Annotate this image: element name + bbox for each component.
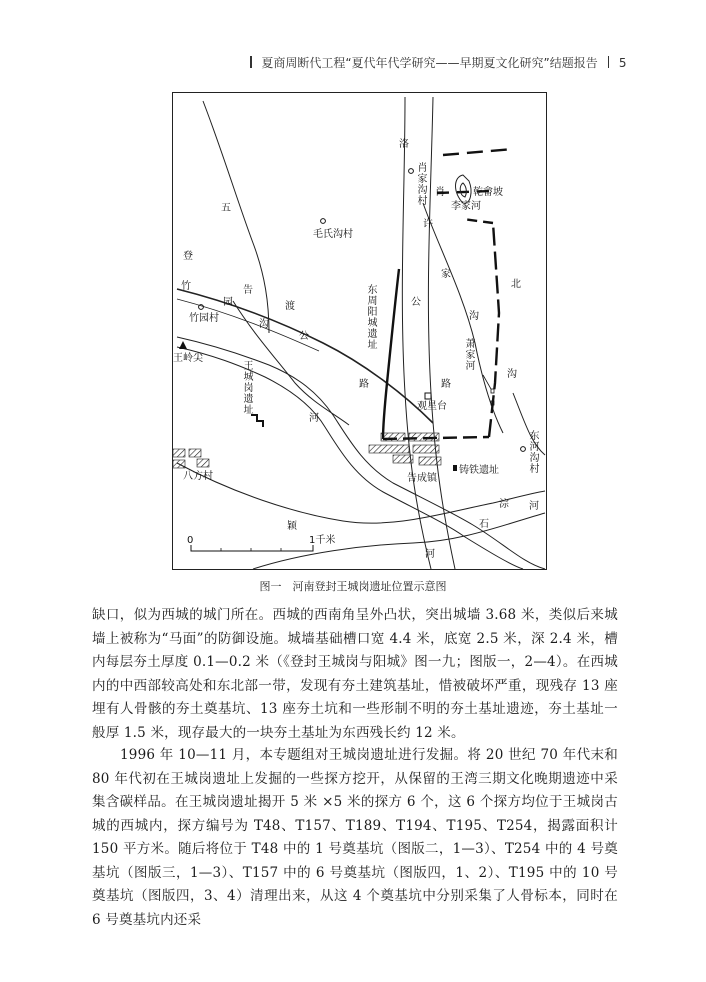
wudu-river — [177, 337, 545, 569]
running-header — [250, 54, 670, 70]
maoshigou-village-dot — [321, 219, 326, 224]
label-dongzhou-yangcheng: 东周阳城遗址 — [367, 285, 378, 351]
label-gao: 告 — [243, 285, 253, 296]
label-scale-km: 1千米 — [309, 535, 336, 546]
header-divider-right — [608, 56, 610, 68]
label-gong-2: 公 — [411, 297, 421, 308]
yangcheng-wall-north — [463, 219, 493, 223]
wudu-river-bank — [177, 347, 523, 569]
xiaojiahe-marker-1 — [491, 389, 494, 393]
label-zhuyuan-village: 竹园村 — [189, 313, 219, 324]
label-gou-3: 沟 — [507, 369, 517, 380]
label-bafang-village: 八方村 — [183, 471, 213, 482]
label-zhu: 竹 — [181, 281, 191, 292]
map-drawing — [173, 93, 546, 569]
donghegou-village-dot — [521, 447, 526, 452]
label-donghegou-village: 东河沟村 — [529, 431, 540, 475]
label-gaocheng-town: 告成镇 — [407, 473, 437, 484]
body-paragraph-2: 1996 年 10—11 月，本专题组对王城岗遗址进行发掘。将 20 世纪 70 年代末和 80 年代初在王城岗遗址上发掘的一些探方挖开，从保留的王湾三期文化晚期遗迹中采集含碳样品。在王城岗遗址揭开 5 米 ×5 米的探方 6 个，这 6 个探方均位于王城岗古城的西城内，探方编号为 T48、T157、T189、T194、T195、T254，揭露面积计 150 平方米。随后将位于 T48 中的 1 号奠基坑（图版二，1—3）、T254 中的 4 号奠基坑（图版三，1—3）、T157 中的 6 号奠基坑（图版四，1、2）、T195 中的 10 号奠基坑（图版四，3、4）清理出来，从这 4 个奠基坑中分别采集了人骨标本，同时在 6 号奠基坑内还采 — [92, 747, 618, 928]
label-jia: 家 — [441, 269, 451, 280]
label-xiaojiagou-village: 肖家沟村 — [417, 163, 428, 207]
label-cong: 淙 — [499, 499, 509, 510]
label-he-1: 河 — [309, 413, 319, 424]
label-gong-1: 公 — [299, 331, 309, 342]
yangcheng-wall-west — [383, 269, 399, 439]
bafang-village-blocks — [173, 449, 209, 468]
label-xiao: 肖 — [435, 187, 445, 198]
zhutie-site-marker — [453, 465, 457, 471]
qiansheipo-contour — [456, 175, 472, 203]
label-ying: 颖 — [287, 521, 297, 532]
scale-bar — [191, 545, 313, 551]
label-zhutie-site: 铸铁遗址 — [459, 465, 499, 476]
label-lu-1: 路 — [359, 379, 369, 390]
label-he-3: 河 — [425, 549, 435, 560]
label-xiaojiahe: 萧家河 — [465, 339, 476, 372]
label-maoshigou-village: 毛氏沟村 — [313, 229, 353, 240]
label-luo: 洛 — [399, 139, 409, 150]
wangchenggang-wall — [251, 415, 263, 427]
xiaojiagou-village-dot — [409, 169, 414, 174]
label-scale-zero: 0 — [187, 535, 194, 546]
label-guanxingtai: 观星台 — [417, 401, 447, 412]
header-divider-left — [250, 56, 252, 68]
north-wall-dash — [443, 149, 513, 155]
figure-caption: 图一 河南登封王城岗遗址位置示意图 — [259, 580, 447, 593]
label-gou-2: 沟 — [469, 311, 479, 322]
zhuyuan-village-dot — [199, 305, 204, 310]
qiansheipo-contour-inner — [460, 183, 466, 197]
label-yuan: 园 — [223, 297, 233, 308]
site-location-map — [172, 92, 547, 570]
wanglingjian-peak — [179, 341, 187, 349]
report-title: 夏商周断代工程“夏代年代学研究——早期夏文化研究”结题报告 — [261, 56, 598, 70]
label-lu-2: 路 — [441, 379, 451, 390]
luoxu-highway-east — [428, 97, 455, 569]
label-deng: 登 — [183, 251, 193, 262]
label-qiansheipo: 乾畲坡 — [473, 187, 503, 198]
label-bei: 北 — [511, 279, 521, 290]
label-wanglingjian: 王岭尖 — [173, 353, 203, 364]
gaocheng-town-blocks — [369, 433, 441, 465]
label-wu: 五 — [221, 203, 231, 214]
label-wangchenggang: 王城岗遗址 — [243, 361, 254, 416]
xiaojiagou-stream — [423, 203, 503, 433]
label-xu: 许 — [423, 219, 433, 230]
label-gou-1: 沟 — [259, 319, 269, 330]
page-number: 5 — [618, 56, 627, 70]
label-lijiahe: 李家河 — [451, 201, 481, 212]
body-paragraph-1: 缺口，似为西城的城门所在。西城的西南角呈外凸状，突出城墙 3.68 米，类似后来城墙上被称为“马面”的防御设施。城墙基础槽口宽 4.4 米，底宽 2.5 米，深 2.4 米，槽内每层夯土厚度 0.1—0.2 米（《登封王城岗与阳城》图一九；图版一，2—4）。在西城内的中西部较高处和东北部一带，发现有夯土建筑基址，惜被破坏严重，现残存 13 座埋有人骨骸的夯土奠基坑、13 座夯土坑和一些形制不明的夯土基址遗迹，夯土基址一般厚 1.5 米，现存最大的一块夯土基址为东西残长约 12 米。 — [92, 607, 618, 741]
label-he-2: 河 — [529, 501, 539, 512]
label-du: 渡 — [285, 301, 295, 312]
guanxingtai-marker — [425, 393, 431, 399]
label-shi: 石 — [479, 519, 489, 530]
